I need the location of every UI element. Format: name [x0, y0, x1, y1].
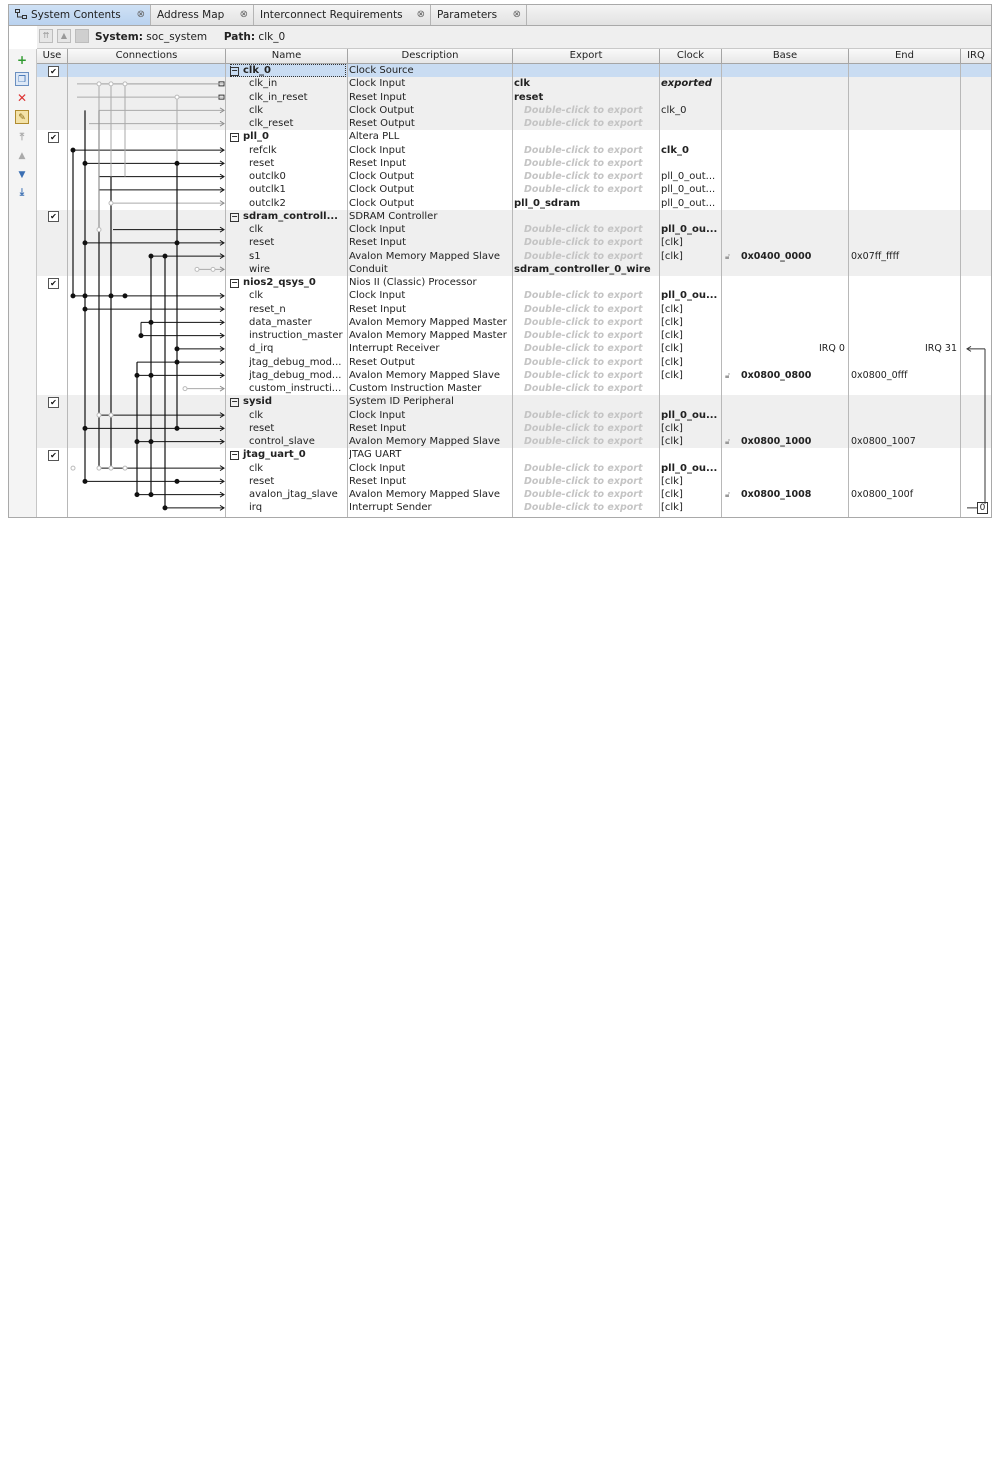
clock-field	[661, 448, 721, 461]
use-checkbox[interactable]: ✔	[48, 66, 59, 77]
close-tab-icon[interactable]: ⊗	[416, 9, 425, 20]
interface-row[interactable]	[37, 77, 991, 90]
clock-field	[661, 117, 721, 130]
base-address: 0x0800_1000	[741, 436, 812, 447]
export-field[interactable]: Double-click to export	[524, 489, 643, 500]
use-checkbox[interactable]: ✔	[48, 278, 59, 289]
unlock-icon[interactable]: 🔓︎	[725, 437, 731, 446]
close-tab-icon[interactable]: ⊗	[512, 9, 521, 20]
module-name[interactable]	[230, 448, 346, 461]
irq-range-start: IRQ 0	[819, 343, 845, 355]
tab-system-contents[interactable]	[9, 5, 151, 25]
clock-field: [clk]	[661, 356, 683, 368]
interface-row[interactable]	[37, 422, 991, 435]
clock-field: [clk]	[661, 330, 683, 341]
description: Reset Input	[349, 157, 407, 169]
interface-row[interactable]	[37, 144, 991, 157]
end-address: 0x0800_0fff	[851, 369, 908, 381]
module-name-text: sdram_controll...	[243, 210, 338, 222]
interface-name: instruction_master	[249, 330, 343, 341]
interface-row[interactable]	[37, 157, 991, 170]
edit-icon[interactable]: ✎	[15, 110, 29, 124]
module-name[interactable]	[230, 210, 346, 223]
clock-field: [clk]	[661, 316, 683, 328]
interface-name: reset	[249, 157, 275, 169]
description: Conduit	[349, 263, 388, 275]
interface-row[interactable]	[37, 316, 991, 329]
description: Clock Output	[349, 184, 415, 196]
interface-row[interactable]	[37, 501, 991, 514]
module-row[interactable]	[37, 395, 991, 408]
description: Clock Output	[349, 197, 415, 209]
interface-row[interactable]	[37, 117, 991, 130]
interface-row[interactable]	[37, 197, 991, 210]
base-address: 0x0800_1008	[741, 489, 812, 500]
clock-field	[661, 395, 721, 408]
clock-field: clk_0	[661, 104, 687, 116]
export-field[interactable]: Double-click to export	[524, 422, 643, 434]
interface-name: clk_in_reset	[249, 91, 308, 103]
interface-name: avalon_jtag_slave	[249, 489, 338, 500]
system-contents-table	[37, 49, 991, 517]
description: Clock Input	[349, 78, 406, 90]
description: Avalon Memory Mapped Slave	[349, 369, 501, 381]
irq-number-field[interactable]: 0	[977, 502, 988, 514]
description: Reset Input	[349, 422, 407, 434]
clock-field: pll_0_out...	[661, 184, 716, 196]
description: Avalon Memory Mapped Master	[349, 316, 507, 328]
close-tab-icon[interactable]: ⊗	[239, 9, 248, 20]
use-checkbox[interactable]: ✔	[48, 211, 59, 222]
module-name-text: sysid	[243, 396, 273, 408]
export-field[interactable]: Double-click to export	[524, 224, 643, 235]
interface-row[interactable]	[37, 369, 991, 382]
interface-name: data_master	[249, 316, 312, 328]
export-field[interactable]: Double-click to export	[524, 502, 643, 514]
description: Clock Input	[349, 224, 406, 235]
clock-field: pll_0_out...	[661, 171, 716, 182]
export-field[interactable]: Double-click to export	[524, 157, 643, 169]
description: Reset Input	[349, 303, 407, 315]
export-field[interactable]	[514, 64, 658, 77]
interface-name: reset_n	[249, 303, 286, 315]
module-row[interactable]	[37, 210, 991, 223]
move-up-icon[interactable]: ▲	[18, 151, 26, 161]
description: JTAG UART	[349, 449, 402, 461]
column-header-irq[interactable]: IRQ	[967, 50, 985, 61]
interface-row[interactable]	[37, 183, 991, 196]
use-checkbox[interactable]: ✔	[48, 132, 59, 143]
module-name[interactable]	[230, 276, 346, 289]
interface-name: jtag_debug_mod...	[249, 356, 342, 368]
interface-row[interactable]	[37, 462, 991, 475]
clock-field: [clk]	[661, 489, 683, 500]
export-field[interactable]: Double-click to export	[524, 475, 643, 487]
description: Clock Input	[349, 409, 406, 421]
export-field[interactable]	[514, 395, 658, 408]
system-path-info	[95, 29, 285, 45]
interface-row[interactable]	[37, 170, 991, 183]
export-field[interactable]: Double-click to export	[524, 436, 643, 447]
interface-name: control_slave	[249, 436, 315, 447]
module-name-text: clk_0	[243, 65, 271, 76]
clock-field	[661, 210, 721, 223]
use-checkbox[interactable]: ✔	[48, 397, 59, 408]
interface-name: custom_instructi...	[249, 383, 342, 394]
interface-name: wire	[249, 263, 271, 275]
collapse-icon[interactable]: −	[231, 278, 238, 287]
interface-name: clk	[249, 104, 264, 116]
export-field[interactable]	[514, 130, 658, 143]
description: Nios II (Classic) Processor	[349, 277, 477, 288]
clock-field: [clk]	[661, 422, 683, 434]
export-field[interactable]: Double-click to export	[524, 118, 643, 129]
module-name-text: jtag_uart_0	[243, 449, 306, 461]
system-icon	[75, 29, 89, 43]
clock-field: [clk]	[661, 475, 683, 487]
interface-row[interactable]	[37, 382, 991, 395]
description: Clock Input	[349, 290, 406, 302]
use-checkbox[interactable]: ✔	[48, 450, 59, 461]
unlock-icon[interactable]: 🔓︎	[725, 370, 731, 380]
export-field[interactable]	[514, 448, 658, 461]
base-address: 0x0800_0800	[741, 369, 812, 381]
tab-bar	[9, 5, 991, 26]
interface-row[interactable]	[37, 250, 991, 263]
column-header-description[interactable]: Description	[348, 49, 513, 63]
export-field[interactable]: sdram_controller_0_wire	[514, 263, 651, 275]
export-field[interactable]: clk	[514, 78, 531, 90]
interface-name: clk	[249, 462, 264, 474]
export-field[interactable]: Double-click to export	[524, 184, 643, 196]
clock-field: [clk]	[661, 343, 683, 355]
module-name[interactable]	[230, 130, 346, 143]
module-name-text: pll_0	[243, 131, 269, 143]
clock-field: [clk]	[661, 502, 683, 514]
interface-name: clk	[249, 224, 264, 235]
tab-address-map[interactable]	[151, 5, 254, 25]
description: Altera PLL	[349, 131, 400, 143]
export-field[interactable]: Double-click to export	[524, 290, 643, 302]
description: Clock Source	[349, 65, 414, 76]
description: Reset Output	[349, 118, 415, 129]
export-field[interactable]: Double-click to export	[524, 356, 643, 368]
column-header-name[interactable]: Name	[226, 49, 348, 63]
unlock-icon[interactable]: 🔓︎	[725, 490, 731, 499]
interface-row[interactable]	[37, 488, 991, 501]
collapse-icon[interactable]: −	[231, 211, 238, 221]
description: Avalon Memory Mapped Slave	[349, 489, 501, 500]
description: Reset Input	[349, 475, 407, 487]
export-field[interactable]: Double-click to export	[524, 104, 643, 116]
interface-row[interactable]	[37, 435, 991, 448]
description: SDRAM Controller	[349, 210, 438, 222]
module-row[interactable]	[37, 64, 991, 77]
export-field[interactable]: Double-click to export	[524, 462, 643, 474]
collapse-icon[interactable]: −	[231, 66, 238, 75]
interface-name: clk_reset	[249, 118, 294, 129]
clock-field: pll_0_ou...	[661, 290, 718, 302]
description: Reset Input	[349, 91, 407, 103]
export-field[interactable]: reset	[514, 91, 544, 103]
unlock-icon[interactable]: 🔓︎	[725, 251, 731, 261]
module-row[interactable]	[37, 276, 991, 289]
system-contents-window	[8, 4, 992, 518]
column-header-use[interactable]: Use	[37, 49, 68, 63]
remove-icon[interactable]: ✕	[16, 91, 28, 105]
interface-name: outclk0	[249, 171, 286, 182]
description: System ID Peripheral	[349, 396, 454, 408]
interface-name: s1	[249, 250, 261, 262]
interface-name: reset	[249, 237, 275, 249]
interface-row[interactable]	[37, 475, 991, 488]
description: Reset Output	[349, 356, 415, 368]
clock-field: [clk]	[661, 369, 683, 381]
module-row[interactable]	[37, 130, 991, 143]
system-label: System:	[95, 31, 143, 43]
side-toolbar	[9, 49, 37, 517]
close-tab-icon[interactable]: ⊗	[136, 9, 145, 20]
end-address: 0x0800_1007	[851, 436, 916, 447]
export-field[interactable]	[514, 210, 658, 223]
description: Clock Input	[349, 462, 406, 474]
module-name[interactable]	[230, 395, 346, 408]
tab-label: Address Map	[157, 9, 225, 21]
export-field[interactable]	[514, 276, 658, 289]
description: Interrupt Sender	[349, 502, 432, 514]
export-field[interactable]: Double-click to export	[524, 369, 643, 381]
interface-name: jtag_debug_mod...	[249, 369, 342, 381]
description: Avalon Memory Mapped Master	[349, 330, 507, 341]
collapse-icon[interactable]: −	[231, 132, 238, 142]
export-field[interactable]: pll_0_sdram	[514, 197, 581, 209]
clock-field: pll_0_ou...	[661, 462, 718, 474]
hierarchy-toolbar	[37, 26, 991, 49]
clock-field: pll_0_ou...	[661, 409, 718, 421]
clock-field	[661, 157, 721, 170]
move-bottom-icon[interactable]: ⤓	[19, 187, 25, 198]
interface-row[interactable]	[37, 342, 991, 355]
interface-name: outclk1	[249, 184, 286, 196]
clock-field	[661, 276, 721, 289]
description: Clock Input	[349, 144, 406, 156]
collapse-icon[interactable]: −	[231, 450, 238, 460]
export-field[interactable]: Double-click to export	[524, 171, 643, 182]
duplicate-icon[interactable]: ❐	[15, 72, 29, 86]
end-address: 0x07ff_ffff	[851, 250, 900, 262]
interface-name: d_irq	[249, 343, 274, 355]
export-field[interactable]: Double-click to export	[524, 343, 643, 355]
export-field[interactable]: Double-click to export	[524, 316, 643, 328]
column-header-clock[interactable]: Clock	[660, 49, 722, 63]
export-field[interactable]: Double-click to export	[524, 237, 643, 249]
interface-row[interactable]	[37, 329, 991, 342]
interface-name: clk_in	[249, 78, 278, 90]
interface-name: clk	[249, 290, 264, 302]
base-address: 0x0400_0000	[741, 250, 812, 262]
column-header-base[interactable]: Base	[722, 49, 849, 63]
clock-field: [clk]	[661, 237, 683, 249]
column-header-end[interactable]: End	[849, 49, 961, 63]
interface-row[interactable]	[37, 91, 991, 104]
module-row[interactable]	[37, 448, 991, 461]
clock-field	[661, 91, 721, 104]
path-label: Path:	[223, 31, 256, 43]
clock-field	[661, 263, 721, 276]
interface-row[interactable]	[37, 356, 991, 369]
export-field[interactable]: Double-click to export	[524, 383, 643, 394]
tab-label: System Contents	[31, 9, 121, 21]
tab-label: Parameters	[437, 9, 498, 21]
go-up-icon[interactable]: ▲	[57, 29, 71, 43]
add-icon[interactable]: +	[16, 53, 28, 67]
description: Clock Output	[349, 171, 415, 182]
export-field[interactable]: Double-click to export	[524, 250, 643, 262]
column-header-connections[interactable]: Connections	[68, 49, 226, 63]
move-top-icon[interactable]: ⤒	[19, 132, 25, 143]
interface-row[interactable]	[37, 104, 991, 117]
interface-name: reset	[249, 422, 275, 434]
interface-row[interactable]	[37, 236, 991, 249]
interface-row[interactable]	[37, 289, 991, 302]
clock-field: pll_0_out...	[661, 197, 716, 209]
move-down-icon[interactable]: ▼	[18, 170, 26, 180]
system-value: soc_system	[146, 31, 208, 43]
description: Clock Output	[349, 104, 415, 116]
description: Custom Instruction Master	[349, 383, 482, 394]
description: Interrupt Receiver	[349, 343, 440, 355]
interface-name: outclk2	[249, 197, 286, 209]
module-name-text: nios2_qsys_0	[243, 277, 316, 288]
clock-field: exported	[661, 78, 712, 90]
description: Reset Input	[349, 237, 407, 249]
tab-interconnect-requirements[interactable]	[254, 5, 431, 25]
go-to-top-icon[interactable]: ⇈	[39, 29, 53, 43]
irq-range-end: IRQ 31	[925, 343, 957, 355]
clock-field	[661, 130, 721, 143]
export-field[interactable]: Double-click to export	[524, 330, 643, 341]
tab-parameters[interactable]	[431, 5, 527, 25]
clock-field: clk_0	[661, 144, 689, 156]
interface-row[interactable]	[37, 303, 991, 316]
export-field[interactable]: Double-click to export	[524, 409, 643, 421]
module-name[interactable]	[230, 64, 346, 77]
clock-field: [clk]	[661, 250, 683, 262]
interface-name: irq	[249, 502, 263, 514]
clock-field: pll_0_ou...	[661, 224, 718, 235]
interface-row[interactable]	[37, 263, 991, 276]
path-value: clk_0	[258, 31, 286, 43]
interface-name: reset	[249, 475, 275, 487]
clock-field	[661, 64, 721, 77]
interface-row[interactable]	[37, 223, 991, 236]
clock-field: [clk]	[661, 436, 683, 447]
interface-name: clk	[249, 409, 264, 421]
export-field[interactable]: Double-click to export	[524, 303, 643, 315]
clock-field: [clk]	[661, 303, 683, 315]
collapse-icon[interactable]: −	[231, 397, 238, 407]
export-field[interactable]: Double-click to export	[524, 144, 643, 156]
description: Avalon Memory Mapped Slave	[349, 250, 501, 262]
system-contents-icon	[15, 9, 27, 19]
column-header-export[interactable]: Export	[513, 49, 660, 63]
end-address: 0x0800_100f	[851, 489, 914, 500]
description: Avalon Memory Mapped Slave	[349, 436, 501, 447]
tab-label: Interconnect Requirements	[260, 9, 403, 21]
interface-row[interactable]	[37, 409, 991, 422]
clock-field	[661, 382, 721, 395]
interface-name: refclk	[249, 144, 277, 156]
